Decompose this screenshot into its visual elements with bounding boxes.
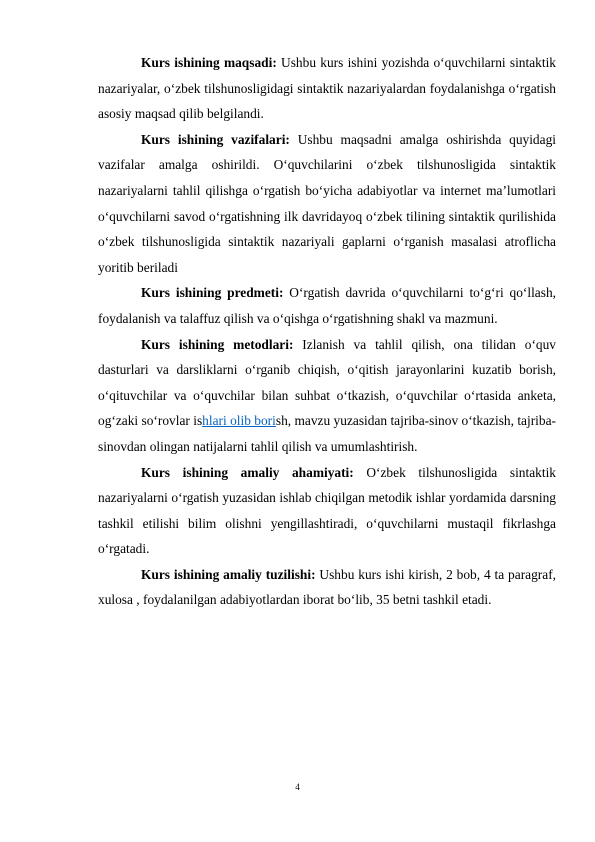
paragraph-subject <box>98 280 556 331</box>
purpose-text: Ushbu kurs ishini yozishda o‘quvchilarni sintaktik nazariyalar, o‘zbek tilshunosligidagi sintaktik nazariyalardan foydalanishga o‘rgatish asosiy maqsad qilib belgilandi. <box>98 55 556 122</box>
methods-label: Kurs ishining metodlari: <box>141 336 294 352</box>
purpose-label: Kurs ishining maqsadi: <box>141 55 277 70</box>
paragraph-methods <box>98 332 556 460</box>
practical-significance-text: O‘zbek tilshunosligida sintaktik nazariyalarni o‘rgatish yuzasidan ishlab chiqilgan metodik ishlar yordamida darsning tashkil etilishi bilim olishni yengillashtiradi, o‘quvchilarni mustaqil fikrlashga o‘rgatadi. <box>98 464 556 557</box>
page-number: 4 <box>295 782 300 792</box>
tasks-label: Kurs ishining vazifalari: <box>141 131 290 147</box>
practical-significance-label: Kurs ishining amaliy ahamiyati: <box>141 464 354 480</box>
paragraph-purpose <box>98 50 556 127</box>
paragraph-practical-significance <box>98 460 556 562</box>
paragraph-structure <box>98 562 556 613</box>
methods-hyperlink[interactable]: hlari olib bori <box>202 413 276 429</box>
structure-text: Ushbu kurs ishi kirish, 2 bob, 4 ta paragraf, xulosa , foydalanilgan adabiyotlardan iborat bo‘lib, 35 betni tashkil etadi. <box>98 566 557 608</box>
document-body <box>98 50 556 613</box>
paragraph-tasks <box>98 127 556 281</box>
methods-text-after-link: sh, mavzu yuzasidan tajriba-sinov o‘tkazish, tajriba-sinovdan olingan natijalarni tahlil qilish va umumlashtirish. <box>98 413 556 454</box>
subject-label: Kurs ishining predmeti: <box>141 285 284 301</box>
structure-label: Kurs ishining amaliy tuzilishi: <box>141 566 316 582</box>
subject-text: O‘rgatish davrida o‘quvchilarni to‘g‘ri qo‘llash, foydalanish va talaffuz qilish va o‘qishga o‘rgatishning shakl va mazmuni. <box>98 285 557 326</box>
methods-text-before-link: Izlanish va tahlil qilish, ona tilidan o‘quv dasturlari va darsliklarni o‘rganib chiqish, o‘qitish jarayonlarini kuzatib borish, o‘qituvchilar va o‘quvchilar bilan suhbat o‘tkazish, o‘quvchilar o‘rtasida anketa, og‘zaki so‘rovlar is <box>98 336 556 429</box>
tasks-text: Ushbu maqsadni amalga oshirishda quyidagi vazifalar amalga oshirildi. O‘quvchilarini o‘zbek tilshunosligida sintaktik nazariyalarni tahlil qilishga o‘rgatish bo‘yicha adabiyotlar va internet ma’lumotlari o‘quvchilarni savod o‘rgatishning ilk davridayoq o‘zbek tilining sintaktik qurilishida o‘zbek tilshunosligida sintaktik nazariyali gaplarni o‘rganish masalasi atroflicha yoritib beriladi <box>98 131 556 275</box>
